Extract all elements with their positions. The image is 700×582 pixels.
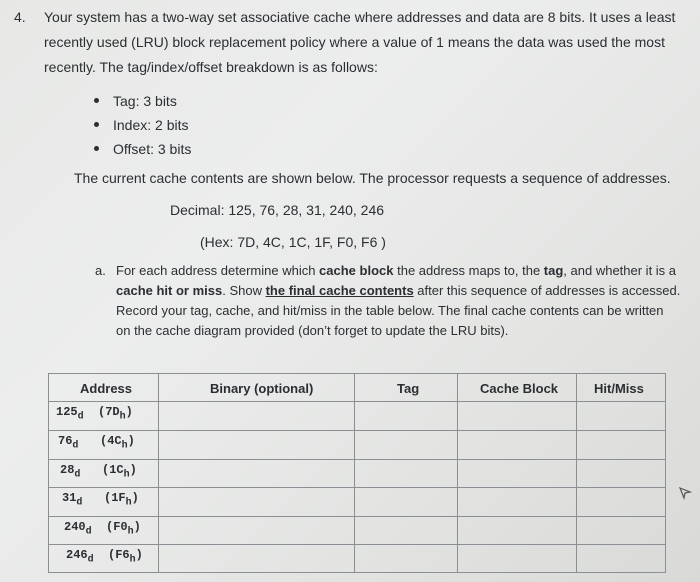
table-border: [48, 373, 49, 573]
part-a-label: a.: [95, 263, 106, 278]
part-a-line-2: cache hit or miss. Show the final cache contents after this sequence of addresses is accessed.: [116, 283, 681, 298]
header-tag: Tag: [397, 381, 420, 396]
table-border: [576, 373, 577, 573]
part-a-line-4: on the cache diagram provided (don’t forget to update the LRU bits).: [116, 323, 509, 338]
header-cache-block: Cache Block: [480, 381, 559, 396]
hex-sequence: (Hex: 7D, 4C, 1C, 1F, F0, F6 ): [200, 234, 386, 250]
bullet-dot: [94, 122, 99, 127]
table-row-address: $31_d$ $(1F_h)$: [62, 491, 139, 509]
table-border: [48, 487, 666, 488]
decimal-sequence: Decimal: 125, 76, 28, 31, 240, 246: [170, 202, 385, 218]
table-border: [48, 401, 666, 402]
table-border: [48, 430, 666, 431]
bullet-dot: [94, 98, 99, 103]
part-a-line-3: Record your tag, cache, and hit/miss in the table below. The final cache contents can be written: [116, 303, 664, 318]
question-number: 4.: [14, 9, 26, 25]
header-binary: Binary (optional): [210, 381, 314, 396]
bullet-offset-bits: Offset: 3 bits: [94, 141, 191, 157]
bullet-tag-bits: Tag: 3 bits: [94, 93, 177, 109]
current-contents-text: The current cache contents are shown below. The processor requests a sequence of addresses.: [74, 170, 671, 186]
question-intro-line-1: Your system has a two-way set associative cache where addresses and data are 8 bits. It uses a least: [44, 9, 676, 25]
table-border: [457, 373, 458, 573]
table-row-address: $76_d$ $(4C_h)$: [58, 434, 135, 452]
header-hit-miss: Hit/Miss: [594, 381, 644, 396]
table-border: [354, 373, 355, 573]
table-border: [48, 459, 666, 460]
header-address: Address: [80, 381, 133, 396]
answer-table: [48, 373, 666, 573]
table-border: [48, 544, 666, 545]
table-border: [48, 572, 666, 573]
table-border: [48, 516, 666, 517]
mouse-cursor-icon: [678, 486, 692, 500]
part-a-line-1: For each address determine which cache block the address maps to, the tag, and whether it is a: [116, 263, 677, 278]
table-row-address: $246_d$ $(F6_h)$: [66, 548, 143, 566]
table-row-address: $240_d$ $(F0_h)$: [64, 520, 141, 538]
table-border: [158, 373, 159, 573]
bullet-index-bits: Index: 2 bits: [94, 117, 189, 133]
question-intro-line-3: recently. The tag/index/offset breakdown is as follows:: [44, 59, 378, 75]
table-border: [665, 373, 666, 573]
table-border: [48, 373, 666, 374]
table-row-address: $28_d$ $(1C_h)$: [60, 463, 137, 481]
bullet-dot: [94, 146, 99, 151]
table-row-address: $125_d$ $(7D_h)$: [56, 405, 133, 423]
question-intro-line-2: recently used (LRU) block replacement policy where a value of 1 means the data was used the most: [44, 34, 665, 50]
